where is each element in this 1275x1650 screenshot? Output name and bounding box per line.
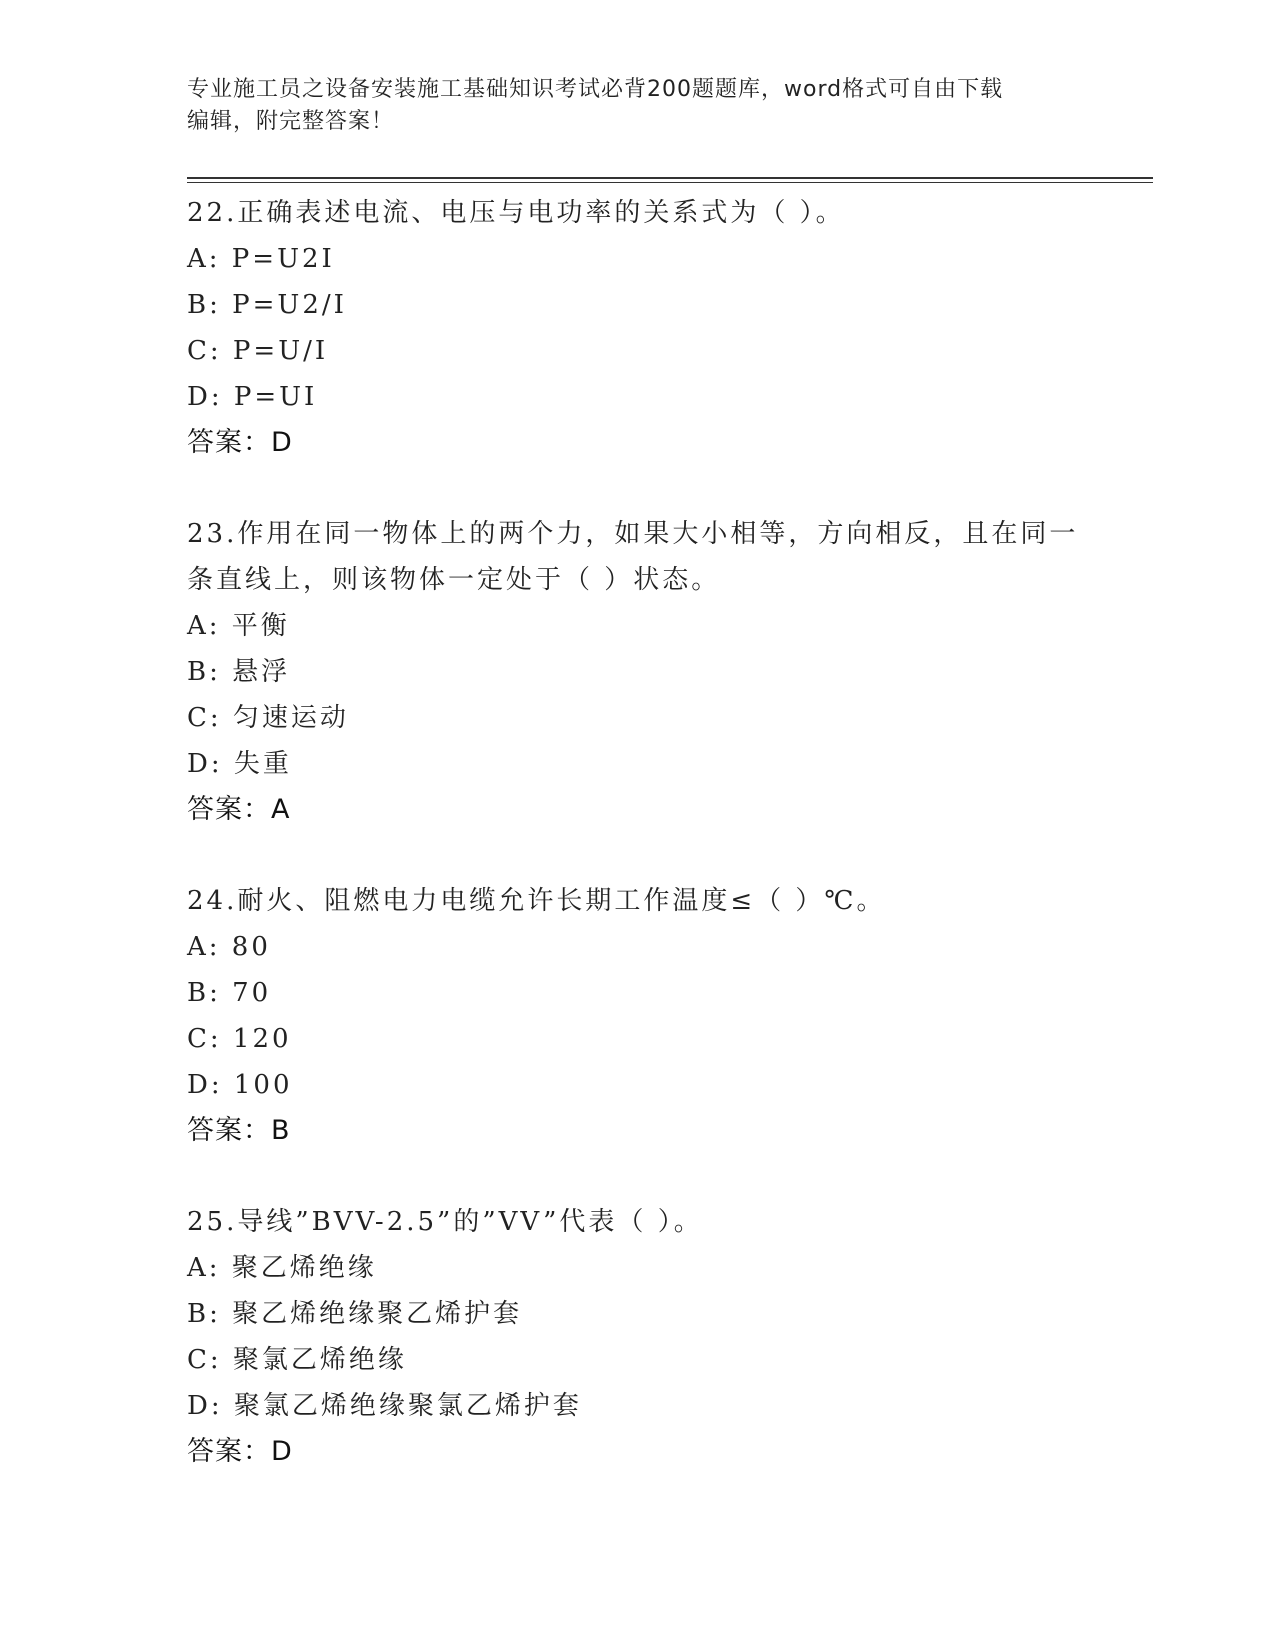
option-c: C: P=U/I xyxy=(187,336,329,366)
header-divider-thin xyxy=(187,182,1153,183)
option-a: A: 聚乙烯绝缘 xyxy=(187,1253,377,1283)
header-line-1: 专业施工员之设备安装施工基础知识考试必背200题题库，word格式可自由下载 xyxy=(187,77,1004,102)
option-c: C: 120 xyxy=(187,1024,292,1054)
option-b: B: 聚乙烯绝缘聚乙烯护套 xyxy=(187,1299,523,1329)
option-c: C: 聚氯乙烯绝缘 xyxy=(187,1345,407,1375)
option-d: D: 失重 xyxy=(187,749,292,779)
question-list xyxy=(187,190,1087,1475)
option-d: D: P=UI xyxy=(187,382,318,412)
question-stem: 22.正确表述电流、电压与电功率的关系式为（ ）。 xyxy=(187,198,845,228)
option-a: A: 平衡 xyxy=(187,611,290,641)
question-24 xyxy=(187,878,1087,1154)
answer: 答案：B xyxy=(187,1115,291,1146)
header-divider-thick xyxy=(187,177,1153,179)
option-c: C: 匀速运动 xyxy=(187,703,349,733)
answer: 答案：A xyxy=(187,794,291,825)
option-a: A: P=U2I xyxy=(187,244,335,274)
document-header xyxy=(187,74,1087,138)
question-stem: 25.导线”BVV-2.5”的”VV”代表（ ）。 xyxy=(187,1207,703,1237)
question-stem-line-2: 条直线上，则该物体一定处于（ ）状态。 xyxy=(187,565,721,595)
answer: 答案：D xyxy=(187,1436,293,1467)
option-d: D: 100 xyxy=(187,1070,293,1100)
question-stem-line-1: 23.作用在同一物体上的两个力，如果大小相等，方向相反，且在同一 xyxy=(187,519,1079,549)
question-23 xyxy=(187,511,1087,833)
option-b: B: 悬浮 xyxy=(187,657,291,687)
header-line-2: 编辑，附完整答案！ xyxy=(187,109,395,134)
option-b: B: 70 xyxy=(187,978,272,1008)
option-d: D: 聚氯乙烯绝缘聚氯乙烯护套 xyxy=(187,1391,582,1421)
question-stem: 24.耐火、阻燃电力电缆允许长期工作温度≤（ ）℃。 xyxy=(187,886,886,916)
option-a: A: 80 xyxy=(187,932,271,962)
question-25 xyxy=(187,1199,1087,1475)
answer: 答案：D xyxy=(187,427,293,458)
question-22 xyxy=(187,190,1087,466)
option-b: B: P=U2/I xyxy=(187,290,347,320)
